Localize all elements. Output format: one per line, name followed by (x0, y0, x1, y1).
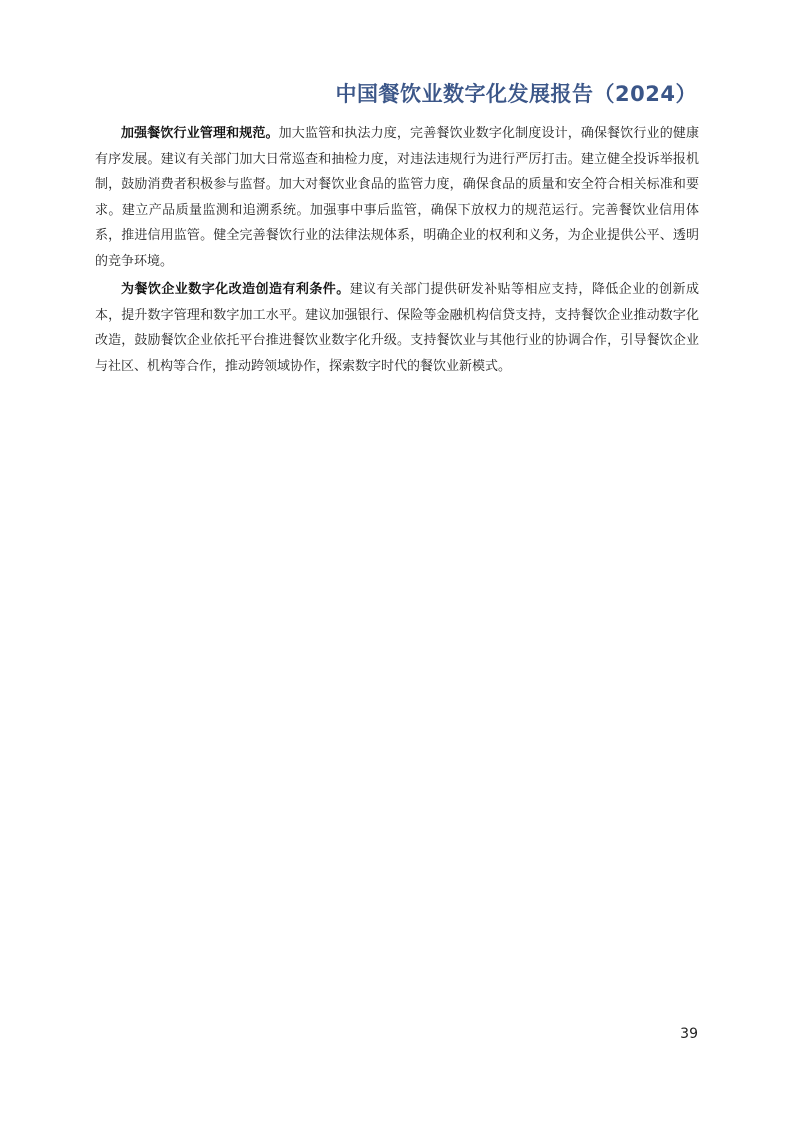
paragraph-management (95, 121, 699, 274)
paragraph-text: 加大监管和执法力度，完善餐饮业数字化制度设计，确保餐饮行业的健康有序发展。建议有关部门加大日常巡查和抽检力度，对违法违规行为进行严厉打击。建立健全投诉举报机制，鼓励消费者积极参与监督。加大对餐饮业食品的监管力度，确保食品的质量和安全符合相关标准和要求。建立产品质量监测和追溯系统。加强事中事后监管，确保下放权力的规范运行。完善餐饮业信用体系，推进信用监管。健全完善餐饮行业的法律法规体系，明确企业的权利和义务，为企业提供公平、透明的竞争环境。 (95, 126, 699, 269)
paragraph-digital-transformation (95, 277, 699, 379)
paragraph-lead: 加强餐饮行业管理和规范。 (121, 126, 279, 141)
body-content (95, 121, 699, 382)
paragraph-text: 建议有关部门提供研发补贴等相应支持，降低企业的创新成本，提升数字管理和数字加工水平。建议加强银行、保险等金融机构信贷支持，支持餐饮企业推动数字化改造，鼓励餐饮企业依托平台推进餐饮业数字化升级。支持餐饮业与其他行业的协调合作，引导餐饮企业与社区、机构等合作，推动跨领域协作，探索数字时代的餐饮业新模式。 (95, 282, 699, 374)
paragraph-lead: 为餐饮企业数字化改造创造有利条件。 (121, 282, 350, 297)
report-title: 中国餐饮业数字化发展报告（2024） (335, 82, 697, 106)
page-number: 39 (680, 1026, 698, 1042)
